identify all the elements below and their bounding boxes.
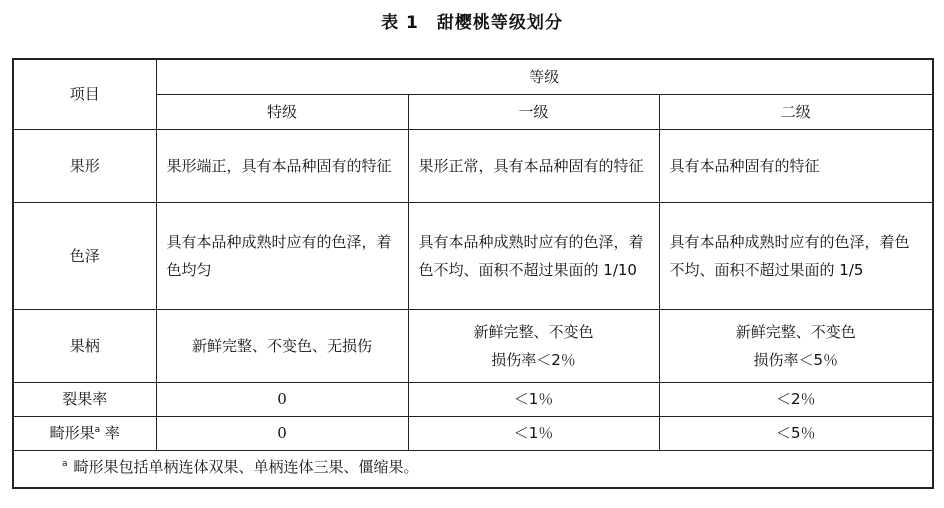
- cell-stem-special: 新鲜完整、不变色、无损伤: [156, 309, 408, 382]
- cell-color-second: 具有本品种成熟时应有的色泽，着色不均、面积不超过果面的 1/5: [659, 202, 933, 309]
- table-title: [0, 8, 944, 33]
- cell-deformed-special: 0: [156, 416, 408, 450]
- cell-crack-first: ＜1％: [408, 382, 659, 416]
- table-footnote: [13, 450, 933, 488]
- cell-color-first: 具有本品种成熟时应有的色泽，着色不均、面积不超过果面的 1/10: [408, 202, 659, 309]
- cell-stem-second: 新鲜完整、不变色 损伤率＜5％: [659, 309, 933, 382]
- grading-table: [12, 58, 934, 489]
- row-label-stem: 果柄: [13, 309, 156, 382]
- footnote-marker: a: [62, 459, 68, 470]
- row-label-color: 色泽: [13, 202, 156, 309]
- cell-shape-special: 果形端正，具有本品种固有的特征: [156, 129, 408, 202]
- table-number: 表 1: [381, 13, 419, 33]
- cell-crack-second: ＜2％: [659, 382, 933, 416]
- cell-color-special: 具有本品种成熟时应有的色泽，着色均匀: [156, 202, 408, 309]
- row-label-deformed-suffix: 率: [104, 424, 120, 442]
- row-label-shape: 果形: [13, 129, 156, 202]
- cell-deformed-second: ＜5％: [659, 416, 933, 450]
- cell-shape-first: 果形正常，具有本品种固有的特征: [408, 129, 659, 202]
- header-grade-first: 一级: [408, 94, 659, 129]
- cell-deformed-first: ＜1％: [408, 416, 659, 450]
- row-label-crack: 裂果率: [13, 382, 156, 416]
- cell-stem-first: 新鲜完整、不变色 损伤率＜2％: [408, 309, 659, 382]
- header-grade: 等级: [156, 59, 933, 94]
- header-grade-special: 特级: [156, 94, 408, 129]
- cell-crack-special: 0: [156, 382, 408, 416]
- row-label-deformed: [13, 416, 156, 450]
- table-title-text: 甜樱桃等级划分: [436, 13, 563, 33]
- cell-shape-second: 具有本品种固有的特征: [659, 129, 933, 202]
- row-label-deformed-text: 畸形果: [49, 424, 95, 442]
- footnote-text: 畸形果包括单柄连体双果、单柄连体三果、僵缩果。: [73, 458, 419, 477]
- header-grade-second: 二级: [659, 94, 933, 129]
- footnote-ref: a: [94, 425, 101, 435]
- header-item: 项目: [13, 59, 156, 129]
